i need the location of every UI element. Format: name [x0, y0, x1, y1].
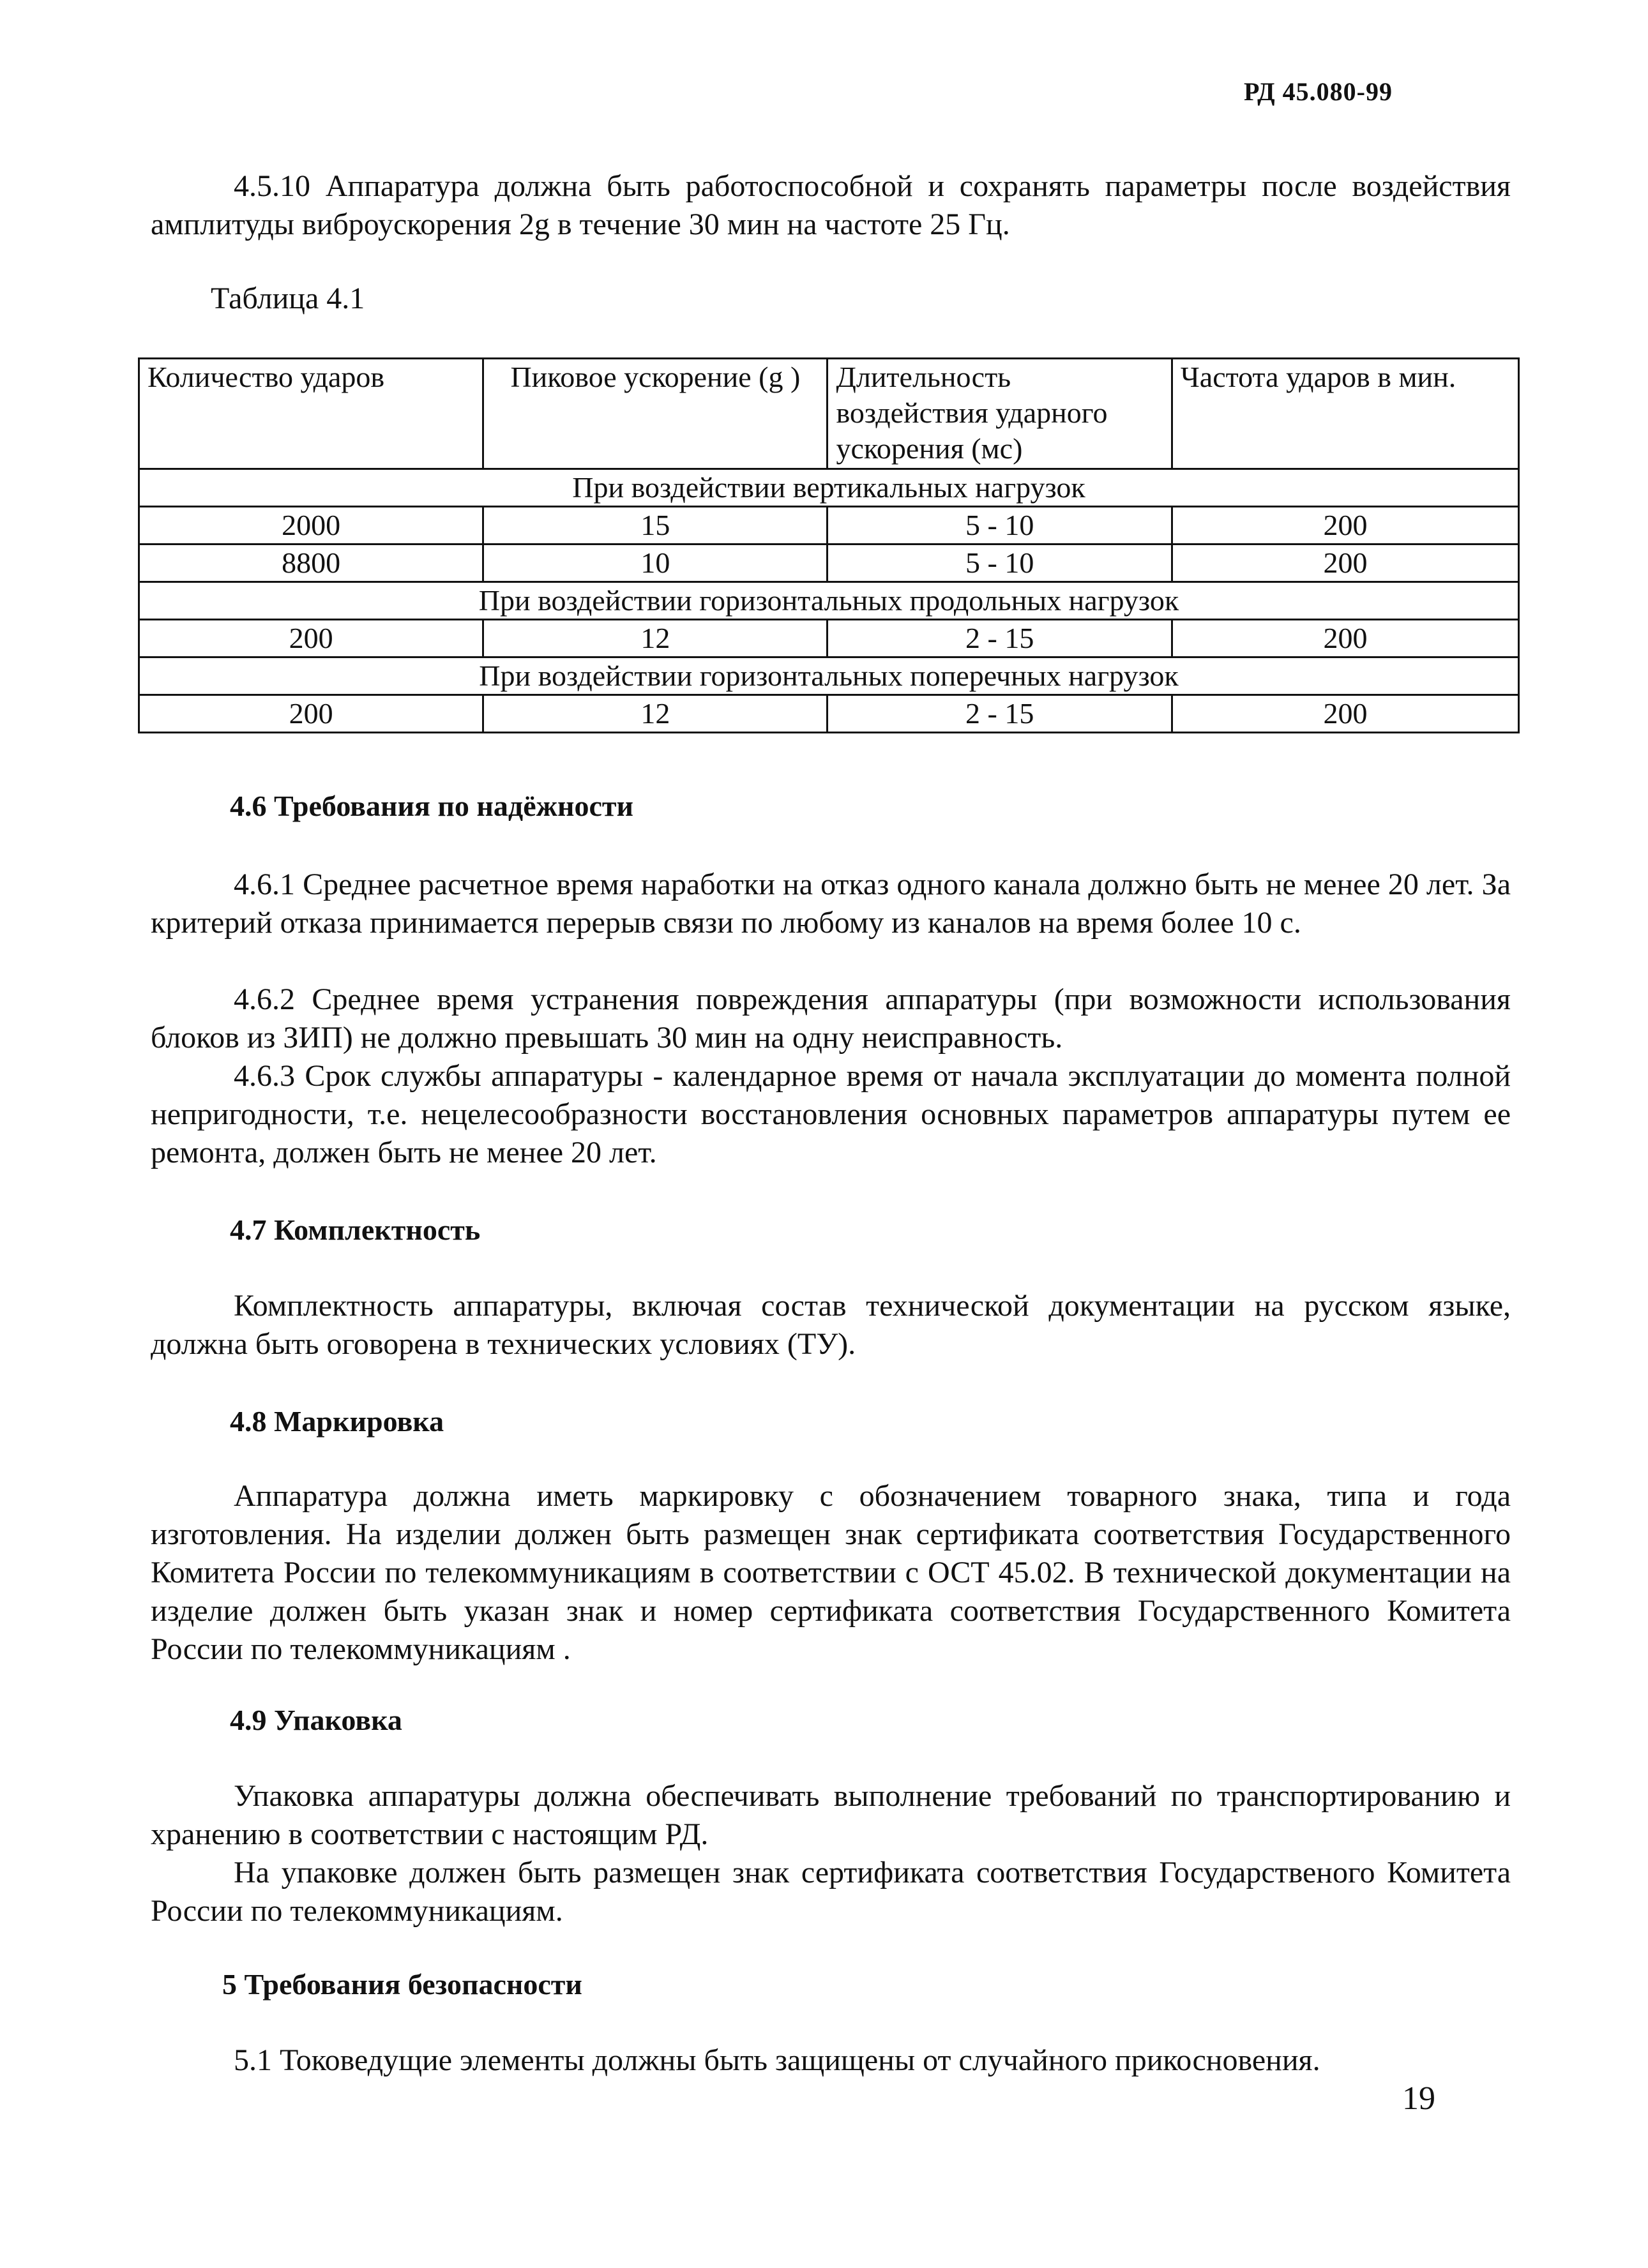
page-number: 19 — [1402, 2080, 1435, 2117]
table-cell: 2 - 15 — [828, 620, 1172, 657]
table-row — [139, 507, 1519, 544]
group-title: При воздействии горизонтальных продольных нагрузок — [139, 582, 1519, 620]
table-group-row — [139, 469, 1519, 507]
paragraph-4-8: Аппаратура должна иметь маркировку с обозначением товарного знака, типа и года изготовления. На изделии должен быть размещен знак сертификата соответствия Государственного Комитета России по телекоммуникациям в соответствии с ОСТ 45.02. В технической документации на изделие должен быть указан знак и номер сертификата соответствия Государственного Комитета России по телекоммуникациям . — [151, 1479, 1511, 1666]
table-row — [139, 620, 1519, 657]
header-cell: Частота ударов в мин. — [1172, 359, 1518, 469]
paragraph-4-5-10: 4.5.10 Аппаратура должна быть работоспособной и сохранять параметры после воздействия амплитуды виброускорения 2g в течение 30 мин на частоте 25 Гц. — [151, 169, 1511, 241]
table-group-row — [139, 657, 1519, 695]
table-row — [139, 695, 1519, 733]
table-cell: 2000 — [139, 507, 483, 544]
section-heading: 5 Требования безопасности — [222, 1968, 582, 2001]
table-cell: 5 - 10 — [828, 544, 1172, 582]
document-code: РД 45.080-99 — [1244, 77, 1393, 106]
table-cell: 8800 — [139, 544, 483, 582]
section-heading: 4.9 Упаковка — [230, 1704, 402, 1736]
group-title: При воздействии вертикальных нагрузок — [139, 469, 1519, 507]
header-cell: Количество ударов — [139, 359, 483, 469]
paragraph-4-7: Комплектность аппаратуры, включая состав технической документации на русском языке, должна быть оговорена в технических условиях (ТУ). — [151, 1289, 1511, 1361]
table-cell: 10 — [483, 544, 828, 582]
paragraph-4-6-2: 4.6.2 Среднее время устранения повреждения аппаратуры (при возможности использования блоков из ЗИП) не должно превышать 30 мин на одну неисправность. — [151, 982, 1511, 1055]
section-heading: 4.7 Комплектность — [230, 1213, 481, 1246]
table-header-row — [139, 359, 1519, 469]
table-cell: 200 — [1172, 544, 1518, 582]
impact-table — [138, 357, 1520, 733]
table-cell: 15 — [483, 507, 828, 544]
header-cell: Длительность воздействия ударного ускорения (мс) — [828, 359, 1172, 469]
table-cell: 200 — [1172, 620, 1518, 657]
paragraph-5-1: 5.1 Токоведущие элементы должны быть защищены от случайного прикосновения. — [234, 2043, 1320, 2077]
table-cell: 12 — [483, 620, 828, 657]
group-title: При воздействии горизонтальных поперечных нагрузок — [139, 657, 1519, 695]
section-heading: 4.6 Требования по надёжности — [230, 790, 633, 822]
section-heading: 4.8 Маркировка — [230, 1405, 444, 1438]
paragraph-4-6-1: 4.6.1 Среднее расчетное время наработки на отказ одного канала должно быть не менее 20 лет. За критерий отказа принимается перерыв связи по любому из каналов на время более 10 с. — [151, 867, 1511, 940]
table-cell: 12 — [483, 695, 828, 733]
table-cell: 200 — [1172, 507, 1518, 544]
table-caption: Таблица 4.1 — [211, 282, 365, 315]
table-cell: 200 — [139, 695, 483, 733]
paragraph-4-9-1: Упаковка аппаратуры должна обеспечивать выполнение требований по транспортированию и хранению в соответствии с настоящим РД. — [151, 1779, 1511, 1851]
paragraph-4-9-2: На упаковке должен быть размещен знак сертификата соответствия Государственого Комитета России по телекоммуникациям. — [151, 1856, 1511, 1928]
table-row — [139, 544, 1519, 582]
table-cell: 2 - 15 — [828, 695, 1172, 733]
table-cell: 200 — [1172, 695, 1518, 733]
table-cell: 200 — [139, 620, 483, 657]
paragraph-4-6-3: 4.6.3 Срок службы аппаратуры - календарное время от начала эксплуатации до момента полной непригодности, т.е. нецелесообразности восстановления основных параметров аппаратуры путем ее ремонта, должен быть не менее 20 лет. — [151, 1059, 1511, 1169]
table-cell: 5 - 10 — [828, 507, 1172, 544]
header-cell: Пиковое ускорение (g ) — [483, 359, 828, 469]
table-group-row — [139, 582, 1519, 620]
